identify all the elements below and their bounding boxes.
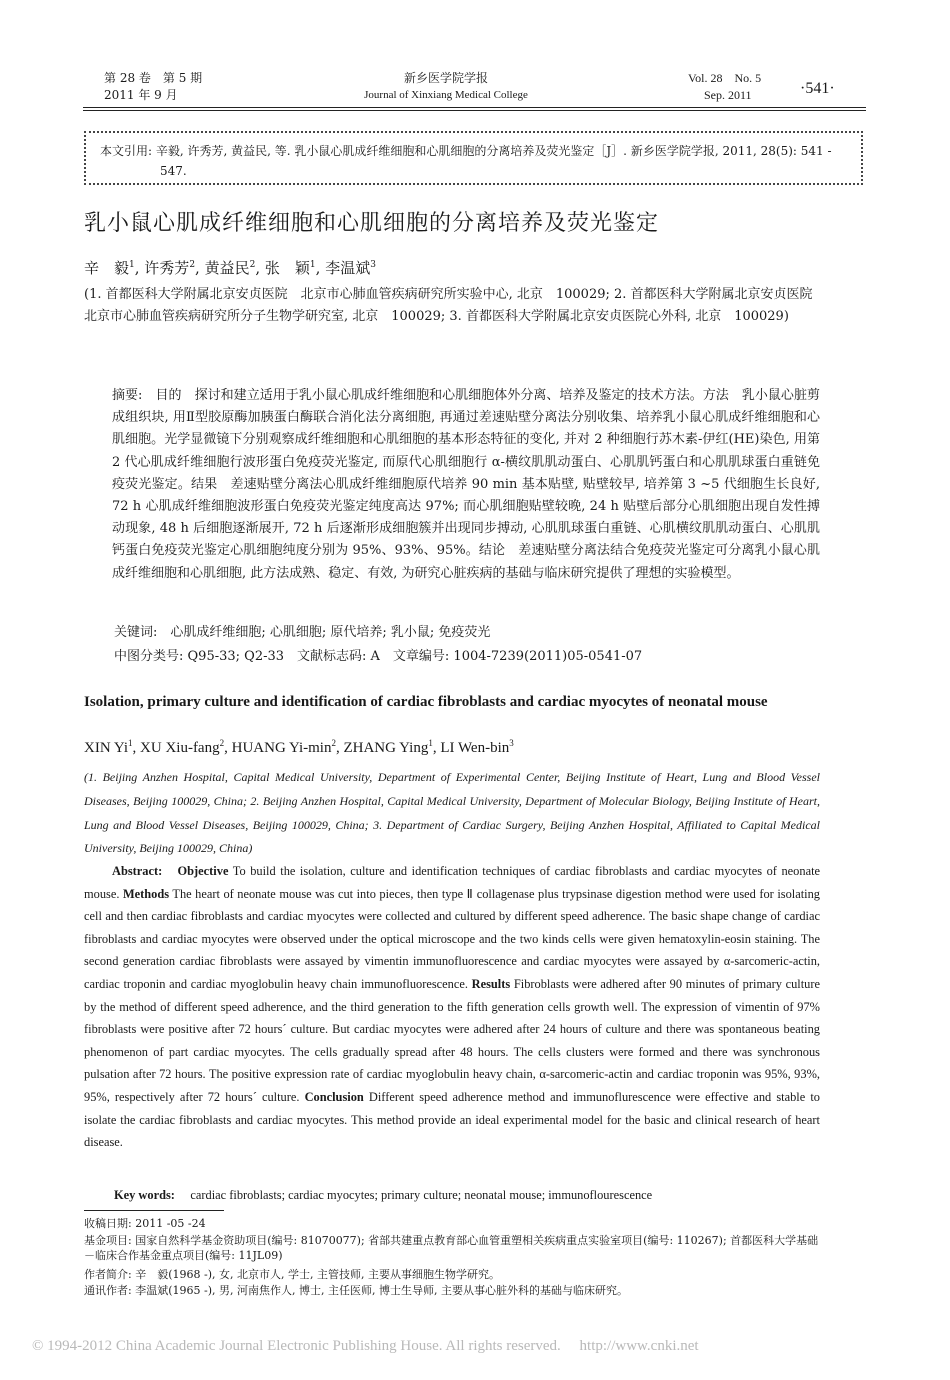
abstract-en <box>84 860 820 1154</box>
methods-text: The heart of neonate mouse was cut into pieces, then type Ⅱ collagenase plus trypsinase digestion method were used for isolating cell and then cardiac fibroblasts and cardiac myocytes were collected and cultured by different speed adherence. The basic shape change of cardiac fibroblasts and cardiac myocytes were observed under the optical microscope and the two kinds cells were given hematoxylin-eosin staining. The second generation cardiac fibroblasts were assayed by vimentin immunofluorescence and cardiac myocytes were assayed by α-sarcomeric-actin, cardiac troponin and cardiac myoglobulin heavy chain immunofluorescence. <box>84 886 820 991</box>
conclusion-label: Conclusion <box>304 1089 364 1104</box>
header-cn-date: 2011 年 9 月 <box>104 88 178 102</box>
classification-cn: 中图分类号: Q95-33; Q2-33 文献标志码: A 文章编号: 1004-7239(2011)05-0541-07 <box>114 649 643 664</box>
header-rule-2 <box>83 110 866 111</box>
keywords-en-text: cardiac fibroblasts; cardiac myocytes; primary culture; neonatal mouse; immunoflourescence <box>190 1188 653 1202</box>
author-cn: 黄益民$^2$ <box>204 259 256 277</box>
author-cn: 辛 毅$^1$ <box>84 259 135 277</box>
author-en: XU Xiu-fang$^2$ <box>140 738 225 756</box>
author-en: XIN Yi$^1$ <box>84 738 133 756</box>
abstract-cn <box>84 385 820 585</box>
citation <box>100 141 858 181</box>
abstract-en-label: Abstract: <box>112 864 163 878</box>
citation-line2: 547. <box>160 164 187 178</box>
keywords-cn: 关键词: 心肌成纤维细胞; 心肌细胞; 原代培养; 乳小鼠; 免疫荧光 <box>114 625 491 640</box>
author-en: ZHANG Ying$^1$ <box>343 738 433 756</box>
header-en-date: Sep. 2011 <box>704 88 752 102</box>
objective-text: To build the isolation, culture and identification techniques of cardiac fibroblasts and cardiac myocytes of neonate mouse. <box>84 864 821 901</box>
authors-en: XIN Yi$^1$, XU Xiu-fang$^2$, HUANG $Yi-\min^2$, ZHANG Ying$^1$, LI Wen-bin$^3$ <box>84 738 514 756</box>
footnote-fund: 基金项目: 国家自然科学基金资助项目(编号: 81070077); 省部共建重点教育部心血管重塑相关疾病重点实验室项目(编号: 110267); 首都医科大学基础－临床合作基金重点项目(编号: 11JL09) <box>84 1234 819 1262</box>
keywords-en <box>114 1185 652 1203</box>
author-en: LI Wen-bin$^3$ <box>440 738 514 756</box>
header-en-volume: Vol. 28 No. 5 <box>688 71 762 85</box>
affiliation-en: (1. Beijing Anzhen Hospital, Capital Medical University, Department of Experimental Center, Beijing Institute of Heart, Lung and Blood Vessel Diseases, Beijing 100029, China; 2. Beijing Anzhen Hospital, Capital Medical University, Department of Molecular Biology, Beijing Institute of Heart, Lung and Blood Vessel Diseases, Beijing 100029, China; 3. Department of Cardiac Surgery, Beijing Anzhen Hospital, Affiliated to Capital Medical University, Beijing 100029, China) <box>84 770 820 856</box>
copyright-notice: © 1994-2012 China Academic Journal Electronic Publishing House. All rights reserved. http://www.cnki.net <box>32 1338 699 1354</box>
author-en: HUANG $Yi-\min^2$ <box>231 738 336 756</box>
conclusion-text: Different speed adherence method and immunoflurescence were effective and stable to isolate the cardiac fibroblasts and cardiac myocytes. This method provide an ideal experimental model for the basic and clinical research of heart disease. <box>84 1089 820 1150</box>
header-journal-cn: 新乡医学院学报 <box>403 71 488 85</box>
footnote-corresponding: 通讯作者: 李温斌(1965 -), 男, 河南焦作人, 博士, 主任医师, 博士生导师, 主要从事心脏外科的基础与临床研究。 <box>84 1284 628 1297</box>
header-rule <box>83 107 866 108</box>
header-journal-en: Journal of Xinxiang Medical College <box>364 89 528 101</box>
header-cn-volume: 第 28 卷 第 5 期 <box>104 71 203 85</box>
citation-line1: 本文引用: 辛毅, 许秀芳, 黄益民, 等. 乳小鼠心肌成纤维细胞和心肌细胞的分离培养及荧光鉴定［J］. 新乡医学院学报, 2011, 28(5): 541 - <box>100 144 832 158</box>
methods-label: Methods <box>122 886 170 901</box>
abstract-cn-text: 摘要: 目的 探讨和建立适用于乳小鼠心肌成纤维细胞和心肌细胞体外分离、培养及鉴定的技术方法。方法 乳小鼠心脏剪成组织块, 用Ⅱ型胶原酶加胰蛋白酶联合消化法分离细胞, 再通过差速贴壁分离法分别收集、培养乳小鼠心肌成纤维细胞和心肌细胞。光学显微镜下分别观察成纤维细胞和心肌细胞的基本形态特征的变化, 并对 2 种细胞行苏木素-伊红(HE)染色, 用第 2 代心肌成纤维细胞行波形蛋白免疫荧光鉴定, 而原代心肌细胞行 α-横纹肌肌动蛋白、心肌肌钙蛋白和心肌肌球蛋白重链免疫荧光鉴定。结果 差速贴壁分离法心肌成纤维细胞原代培养 90 min 基本贴壁, 贴壁较早, 培养第 3 ~5 代细胞生长良好, 72 h 心肌成纤维细胞波形蛋白免疫荧光鉴定纯度高达 97%; 而心肌细胞贴壁较晚, 24 h 贴壁后部分心肌细胞出现自发性搏动现象, 48 h 后细胞逐渐展开, 72 h 后逐渐形成细胞簇并出现同步搏动, 心肌肌球蛋白重链、心肌横纹肌肌动蛋白、心肌肌钙蛋白免疫荧光鉴定心肌细胞纯度分别为 95%、93%、95%。结论 差速贴壁分离法结合免疫荧光鉴定可分离乳小鼠心肌成纤维细胞和心肌细胞, 此方法成熟、稳定、有效, 为研究心脏疾病的基础与临床研究提供了理想的实验模型。 <box>112 388 820 581</box>
author-cn: 李温斌$^3$ <box>325 259 376 277</box>
title-en: Isolation, primary culture and identification of cardiac fibroblasts and cardiac myocytes of neonatal mouse <box>84 694 768 710</box>
results-text: Fibroblasts were adhered after 90 minutes of primary culture by the method of different speed adherence, and the third generation to the fifth generation cells growth well. The expression of vimentin of 97% fibroblasts were positive after 72 hours´ culture. But cardiac myocytes were adhered after 24 hours of culture and there was spontaneous beating phenomenon of part cardiac myocytes. The cells gradually spread after 48 hours. The cells clusters were formed and there was synchronous pulsation after 72 hours. The positive expression rate of cardiac myoglobulin heavy chain, α-sarcomeric-actin and cardiac troponin was 95%, 93%, 95%, respectively after 72 hours´ culture. <box>84 976 820 1104</box>
footnote-rule <box>84 1210 224 1211</box>
objective-label: Objective <box>177 864 229 878</box>
affiliation-cn: (1. 首都医科大学附属北京安贞医院 北京市心肺血管疾病研究所实验中心, 北京 100029; 2. 首都医科大学附属北京安贞医院 北京市心肺血管疾病研究所分子生物学研究室, 北京 100029; 3. 首都医科大学附属北京安贞医院心外科, 北京 100029) <box>84 287 826 324</box>
footnote-author: 作者简介: 辛 毅(1968 -), 女, 北京市人, 学士, 主管技师, 主要从事细胞生物学研究。 <box>84 1268 500 1281</box>
keywords-en-label: Key words: <box>114 1188 175 1202</box>
title-cn: 乳小鼠心肌成纤维细胞和心肌细胞的分离培养及荧光鉴定 <box>84 211 660 236</box>
page-number: ·541· <box>800 80 835 97</box>
author-cn: 许秀芳$^2$ <box>144 259 196 277</box>
authors-cn: 辛 毅$^1$, 许秀芳$^2$, 黄益民$^2$, 张 颖$^1$, 李温斌$^3$ <box>84 259 376 277</box>
footnote-received: 收稿日期: 2011 -05 -24 <box>84 1217 206 1230</box>
results-label: Results <box>471 976 511 991</box>
author-cn: 张 颖$^1$ <box>264 259 316 277</box>
